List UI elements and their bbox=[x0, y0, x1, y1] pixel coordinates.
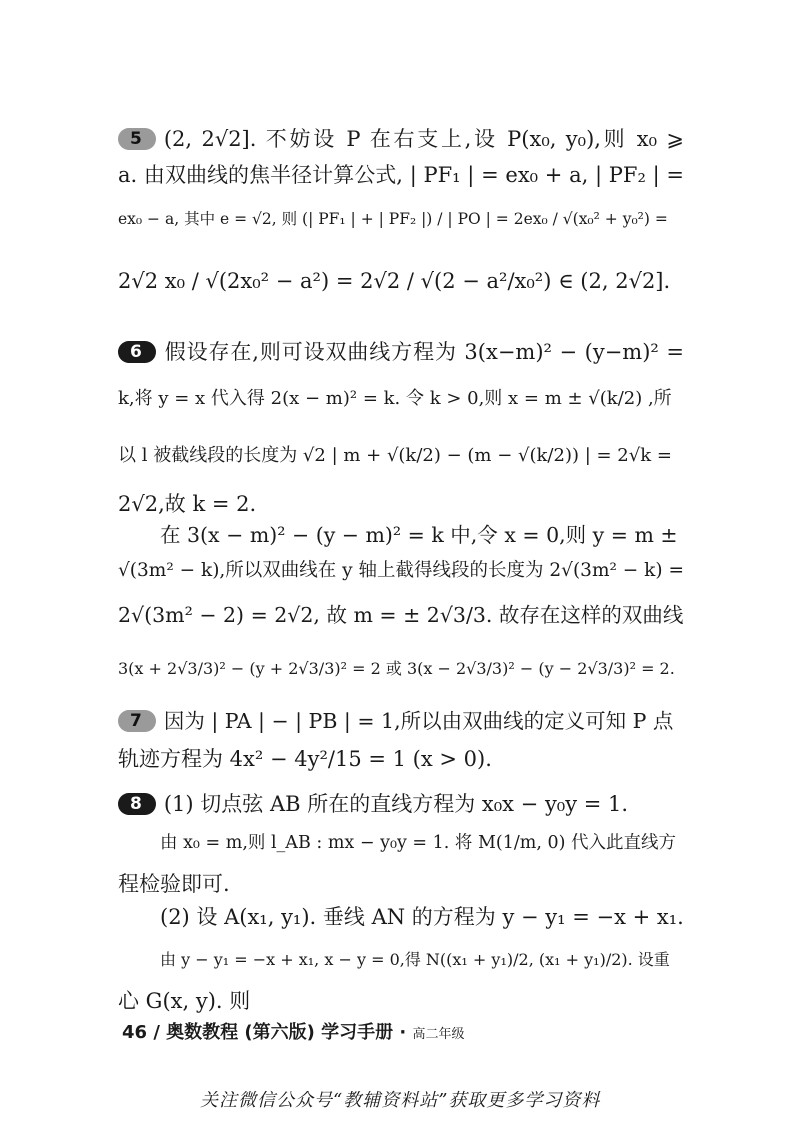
text-line-15: 8 (1) 切点弦 AB 所在的直线方程为 x₀x − y₀y = 1. bbox=[118, 789, 684, 819]
text-line-19: 由 y − y₁ = −x + x₁, x − y = 0,得 N((x₁ + y₁)/2, (x₁ + y₁)/2). 设重 bbox=[160, 950, 670, 969]
text-line-17: 程检验即可. bbox=[118, 872, 230, 896]
text-line-13: 7 因为 | PA | − | PB | = 1,所以由双曲线的定义可知 P 点 bbox=[118, 706, 684, 736]
footer-title: 46 / 奥数教程 (第六版) 学习手册 · bbox=[122, 1022, 413, 1043]
text-line-1: 5 (2, 2√2]. 不妨设 P 在右支上,设 P(x₀, y₀),则 x₀ ⩾ bbox=[118, 124, 684, 154]
footer-grade: 高二年级 bbox=[412, 1027, 465, 1042]
text-line-5: 6 假设存在,则可设双曲线方程为 3(x−m)² − (y−m)² = bbox=[118, 337, 684, 367]
text-line-7: 以 l 被截线段的长度为 √2 | m + √(k/2) − (m − √(k/2)) | = 2√k = bbox=[118, 445, 672, 466]
text-line-3: ex₀ − a, 其中 e = √2, 则 (| PF₁ | + | PF₂ |) / | PO | = 2ex₀ / √(x₀² + y₀²) = bbox=[118, 210, 668, 228]
watermark-text: 关注微信公众号“教辅资料站”获取更多学习资料 bbox=[200, 1090, 601, 1111]
text-line-11: 2√(3m² − 2) = 2√2, 故 m = ± 2√3/3. 故存在这样的双曲线 bbox=[118, 603, 684, 627]
text-line-14: 轨迹方程为 4x² − 4y²/15 = 1 (x > 0). bbox=[118, 747, 492, 771]
text-line-10: √(3m² − k),所以双曲线在 y 轴上截得线段的长度为 2√(3m² − k) = bbox=[118, 560, 684, 581]
text-line-12: 3(x + 2√3/3)² − (y + 2√3/3)² = 2 或 3(x − 2√3/3)² − (y − 2√3/3)² = 2. bbox=[118, 659, 675, 678]
problem-number-6: 6 bbox=[118, 341, 156, 363]
text-line-18: (2) 设 A(x₁, y₁). 垂线 AN 的方程为 y − y₁ = −x + x₁. bbox=[160, 905, 684, 929]
problem-number-5: 5 bbox=[118, 128, 156, 150]
text-line-16: 由 x₀ = m,则 l_AB : mx − y₀y = 1. 将 M(1/m, 0) 代入此直线方 bbox=[160, 833, 676, 853]
text-line-4: 2√2 x₀ / √(2x₀² − a²) = 2√2 / √(2 − a²/x₀²) ∈ (2, 2√2]. bbox=[118, 269, 671, 293]
text-line-6: k,将 y = x 代入得 2(x − m)² = k. 令 k > 0,则 x = m ± √(k/2) ,所 bbox=[118, 388, 672, 409]
text-line-9: 在 3(x − m)² − (y − m)² = k 中,令 x = 0,则 y = m ± bbox=[160, 523, 678, 547]
problem-number-8: 8 bbox=[118, 793, 156, 815]
text-line-20: 心 G(x, y). 则 bbox=[118, 989, 251, 1013]
problem-number-7: 7 bbox=[118, 710, 156, 732]
page-footer bbox=[122, 1018, 465, 1044]
text-line-8: 2√2,故 k = 2. bbox=[118, 492, 257, 516]
text-line-2: a. 由双曲线的焦半径计算公式, | PF₁ | = ex₀ + a, | PF₂ | = bbox=[118, 163, 684, 187]
